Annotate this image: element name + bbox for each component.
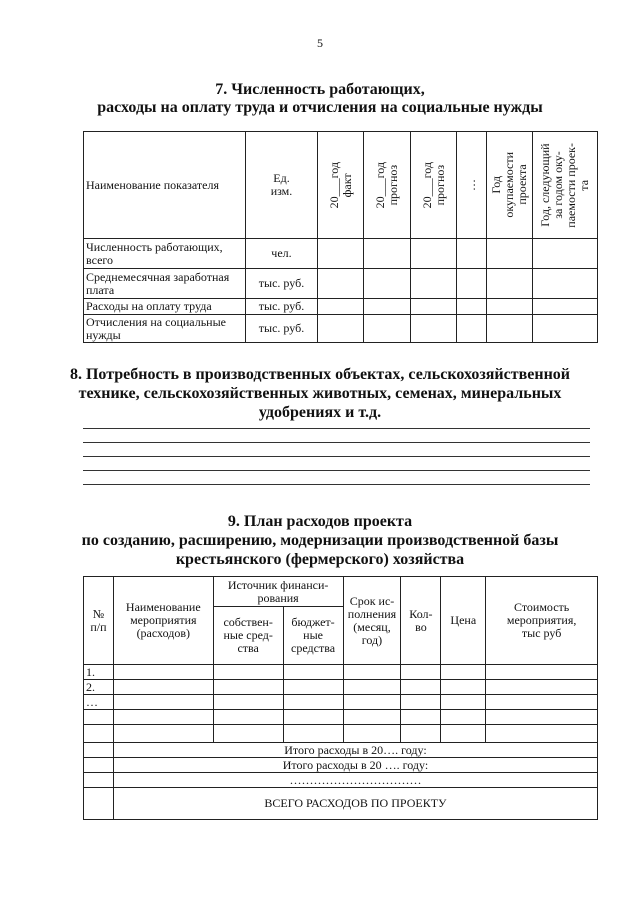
header-year-forecast-1: 20___год прогноз	[373, 161, 401, 209]
header-price: Цена	[441, 577, 486, 665]
header-funding-source: Источник финанси- рования	[213, 577, 343, 607]
table-row	[84, 315, 598, 343]
table-row	[84, 299, 598, 315]
total-year-2: Итого расходы в 20 …. году:	[113, 758, 597, 773]
table-row	[84, 680, 598, 695]
table-row	[84, 269, 598, 299]
section8-title-line3: удобрениях и т.д.	[258, 404, 382, 421]
section7-table	[83, 131, 598, 343]
total-dots: ……………………………	[113, 773, 597, 788]
header-own-funds: собствен- ные сред- ства	[213, 607, 283, 665]
header-quantity: Кол- во	[401, 577, 441, 665]
header-payback-year: Год окупаемости проекта	[488, 152, 529, 218]
page-number: 5	[317, 36, 323, 50]
section7-title-line2: расходы на оплату труда и отчисления на социальные нужды	[97, 99, 543, 116]
blank-line	[83, 470, 590, 471]
grand-total: ВСЕГО РАСХОДОВ ПО ПРОЕКТУ	[113, 788, 597, 820]
total-row	[84, 743, 598, 758]
section9-title-line2: по созданию, расширению, модернизации производственной базы	[81, 532, 559, 549]
table-row	[84, 695, 598, 710]
header-indicator-name: Наименование показателя	[84, 132, 246, 239]
header-year-fact: 20___год факт	[326, 161, 354, 209]
row-number: …	[84, 695, 114, 710]
row-number: 2.	[84, 680, 114, 695]
row-unit: тыс. руб.	[245, 315, 318, 343]
section8-title-line2: технике, сельскохозяйственных животных, семенах, минеральных	[78, 385, 562, 402]
header-term: Срок ис- полнения (месяц, год)	[343, 577, 401, 665]
row-number: 1.	[84, 665, 114, 680]
blank-line	[83, 428, 590, 429]
total-row	[84, 773, 598, 788]
row-unit: тыс. руб.	[245, 299, 318, 315]
section7-header-row	[84, 132, 598, 239]
row-name: Среднемесячная заработная плата	[84, 269, 246, 299]
section9-header-row	[84, 577, 598, 607]
row-name: Расходы на оплату труда	[84, 299, 246, 315]
table-row	[84, 710, 598, 725]
section9-table	[83, 576, 598, 820]
header-dots: …	[464, 179, 479, 191]
header-cost: Стоимость мероприятия, тыс руб	[486, 577, 598, 665]
header-budget-funds: бюджет- ные средства	[283, 607, 343, 665]
header-year-forecast-2: 20___год прогноз	[419, 161, 447, 209]
total-year-1: Итого расходы в 20…. году:	[113, 743, 597, 758]
header-next-year: Год, следующий за годом оку- паемости проек- та	[537, 142, 591, 228]
row-number	[84, 725, 114, 743]
table-row	[84, 239, 598, 269]
row-name: Численность работающих, всего	[84, 239, 246, 269]
grand-total-row	[84, 788, 598, 820]
table-row	[84, 725, 598, 743]
section7-title-line1: 7. Численность работающих,	[215, 81, 425, 98]
row-unit: чел.	[245, 239, 318, 269]
table-row	[84, 665, 598, 680]
row-name: Отчисления на социальные нужды	[84, 315, 246, 343]
row-unit: тыс. руб.	[245, 269, 318, 299]
section8-title-line1: 8. Потребность в производственных объектах, сельскохозяйственной	[69, 366, 571, 383]
row-number	[84, 710, 114, 725]
section9-title-line3: крестьянского (фермерского) хозяйства	[175, 551, 465, 568]
section9-title-line1: 9. План расходов проекта	[227, 513, 413, 530]
blank-line	[83, 484, 590, 485]
header-unit: Ед. изм.	[245, 132, 318, 239]
total-row	[84, 758, 598, 773]
blank-line	[83, 442, 590, 443]
blank-line	[83, 456, 590, 457]
header-number: № п/п	[84, 577, 114, 665]
header-activity-name: Наименование мероприятия (расходов)	[113, 577, 213, 665]
